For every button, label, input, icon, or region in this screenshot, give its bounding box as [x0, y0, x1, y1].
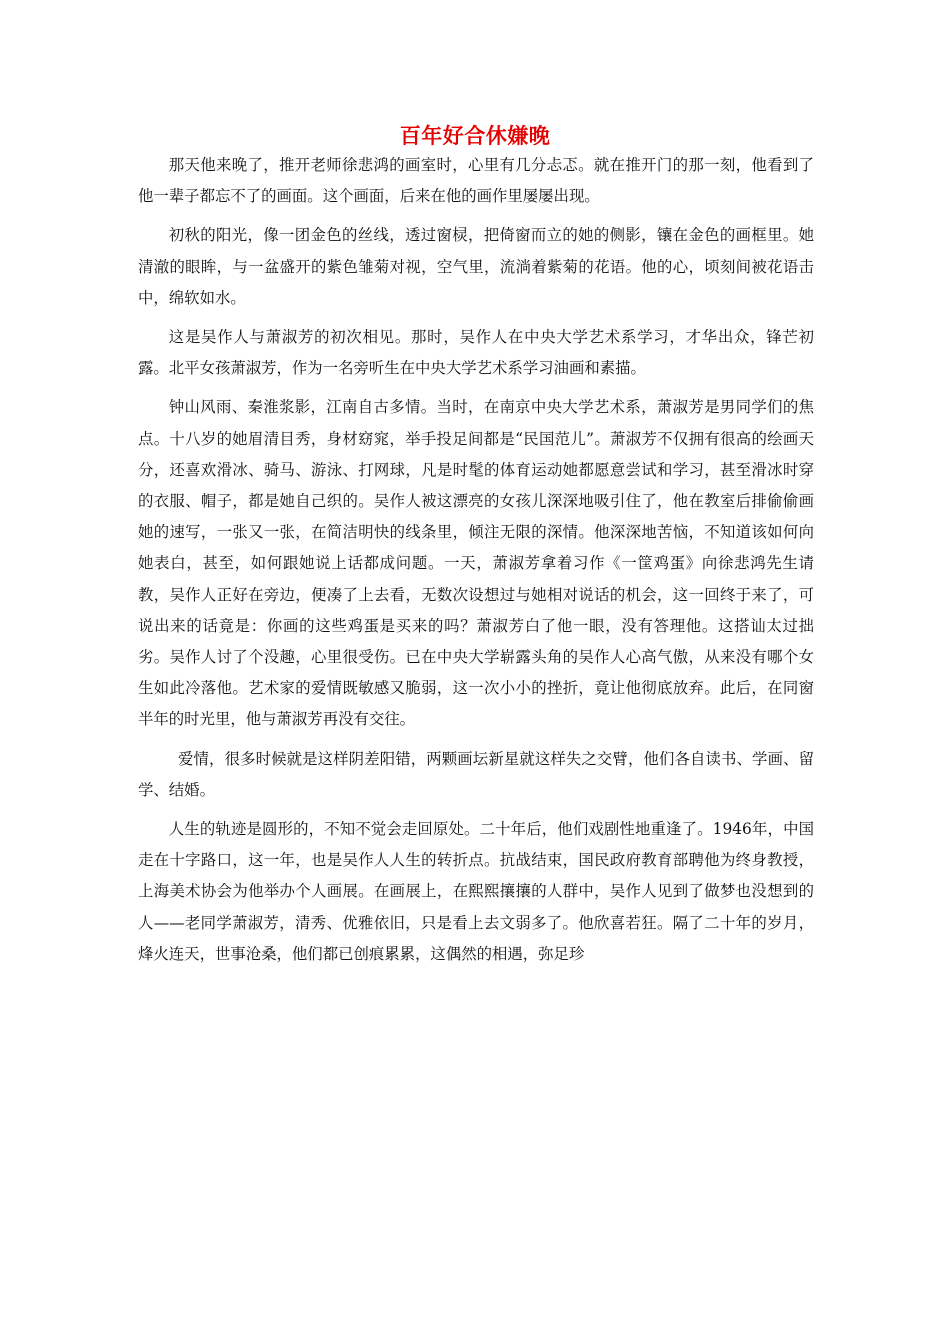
paragraph: 人生的轨迹是圆形的，不知不觉会走回原处。二十年后，他们戏剧性地重逢了。1946年，中国走在十字路口，这一年，也是吴作人人生的转折点。抗战结束，国民政府教育部聘他为终身教授，上海美术协会为他举办个人画展。在画展上，在熙熙攘攘的人群中，吴作人见到了做梦也没想到的人——老同学萧淑芳，清秀、优雅依旧，只是看上去文弱多了。他欣喜若狂。隔了二十年的岁月，烽火连天，世事沧桑，他们都已创痕累累，这偶然的相遇，弥足珍	[138, 820, 814, 963]
paragraph: 初秋的阳光，像一团金色的丝线，透过窗棂，把倚窗而立的她的侧影，镶在金色的画框里。她清澈的眼眸，与一盆盛开的紫色雏菊对视，空气里，流淌着紫菊的花语。他的心，顷刻间被花语击中，绵软如水。	[138, 226, 814, 307]
document-title: 百年好合休嫌晚	[399, 123, 551, 148]
paragraph: 这是吴作人与萧淑芳的初次相见。那时，吴作人在中央大学艺术系学习，才华出众，锋芒初露。北平女孩萧淑芳，作为一名旁听生在中央大学艺术系学习油画和素描。	[138, 328, 814, 378]
paragraph: 钟山风雨、秦淮浆影，江南自古多情。当时，在南京中央大学艺术系，萧淑芳是男同学们的焦点。十八岁的她眉清目秀，身材窈窕，举手投足间都是“民国范儿”。萧淑芳不仅拥有很高的绘画天分，还喜欢滑冰、骑马、游泳、打网球，凡是时髦的体育运动她都愿意尝试和学习，甚至滑冰时穿的衣服、帽子，都是她自己织的。吴作人被这漂亮的女孩儿深深地吸引住了，他在教室后排偷偷画她的速写，一张又一张，在简洁明快的线条里，倾注无限的深情。他深深地苦恼，不知道该如何向她表白，甚至，如何跟她说上话都成问题。一天，萧淑芳拿着习作《一筐鸡蛋》向徐悲鸿先生请教，吴作人正好在旁边，便凑了上去看，无数次设想过与她相对说话的机会，这一回终于来了，可说出来的话竟是：你画的这些鸡蛋是买来的吗？萧淑芳白了他一眼，没有答理他。这搭讪太过拙劣。吴作人讨了个没趣，心里很受伤。已在中央大学崭露头角的吴作人心高气傲，从来没有哪个女生如此冷落他。艺术家的爱情既敏感又脆弱，这一次小小的挫折，竟让他彻底放弃。此后，在同窗半年的时光里，他与萧淑芳再没有交往。	[138, 398, 814, 729]
document-body	[138, 150, 814, 978]
paragraph: 爱情，很多时候就是这样阴差阳错，两颗画坛新星就这样失之交臂，他们各自读书、学画、留学、结婚。	[138, 749, 814, 799]
paragraph: 那天他来晚了，推开老师徐悲鸿的画室时，心里有几分忐忑。就在推开门的那一刻，他看到了他一辈子都忘不了的画面。这个画面，后来在他的画作里屡屡出现。	[138, 156, 814, 206]
